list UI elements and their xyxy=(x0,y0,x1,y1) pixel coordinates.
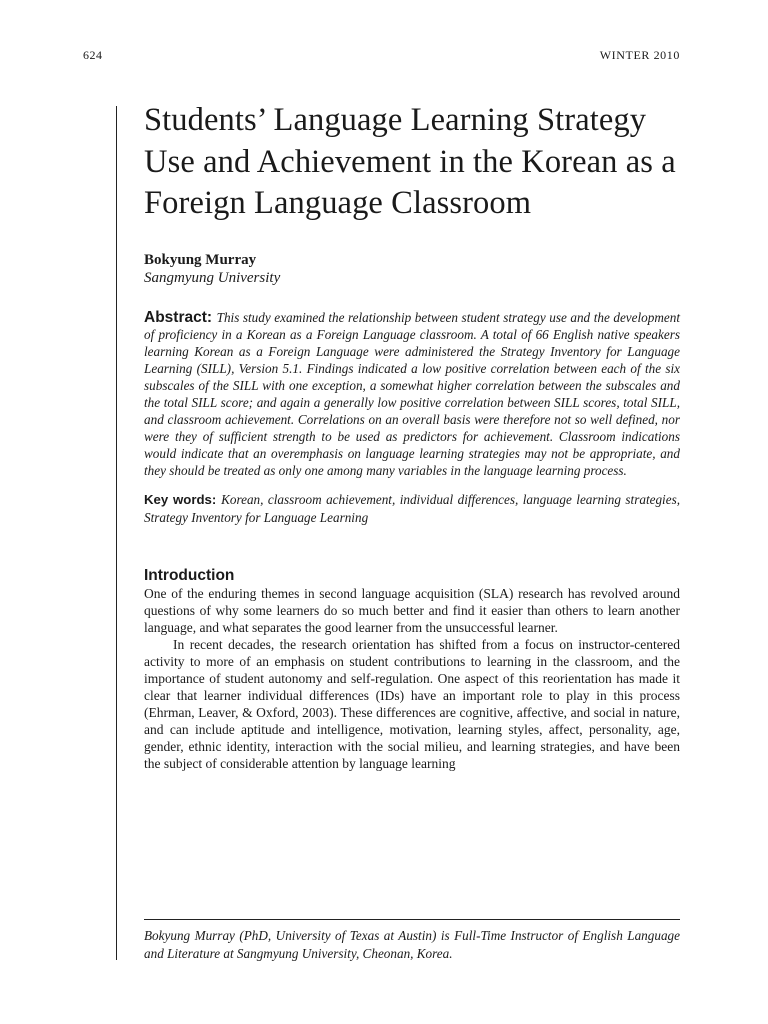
intro-paragraph: In recent decades, the research orientation has shifted from a focus on instructor-centered activity to more of an emphasis on student contributions to learning in the classroom, and the importance of student autonomy and self-regulation. One aspect of this reorientation has made it clear that learner individual differences (IDs) have an important role to play in this process (Ehrman, Leaver, & Oxford, 2003). These differences are cognitive, affective, and social in nature, and can include aptitude and intelligence, motivation, learning styles, affect, personality, age, gender, ethnic identity, interaction with the social milieu, and learning strategies, and have been the subject of considerable attention by language learning xyxy=(144,637,680,772)
running-head: WINTER 2010 xyxy=(599,48,680,62)
margin-rule xyxy=(116,106,117,960)
abstract xyxy=(144,309,680,480)
keywords-label: Key words: xyxy=(144,492,222,508)
keywords-text: Korean, classroom achievement, individual differences, language learning strategies, Strategy Inventory for Language Learning xyxy=(144,492,681,526)
abstract-label: Abstract: xyxy=(144,308,217,326)
footnote-rule xyxy=(144,919,680,920)
article-title: Students’ Language Learning Strategy Use and Achievement in the Korean as a Foreign Language Classroom xyxy=(144,102,676,221)
intro-paragraph: One of the enduring themes in second language acquisition (SLA) research has revolved around questions of why some learners do so much better and find it easier than others to learn another language, and what separates the good learner from the unsuccessful learner. xyxy=(144,586,680,636)
article-body xyxy=(144,100,680,772)
introduction-heading: Introduction xyxy=(144,567,235,585)
page-number: 624 xyxy=(83,48,103,62)
author-name: Bokyung Murray xyxy=(144,251,257,268)
author-block xyxy=(144,251,680,287)
author-affiliation: Sangmyung University xyxy=(144,269,281,286)
keywords xyxy=(144,491,680,527)
introduction-text xyxy=(144,585,680,772)
abstract-text: This study examined the relationship between student strategy use and the development of proficiency in a Korean as a Foreign Language classroom. A total of 66 English native speakers learning Korean as a Foreign Language were administered the Strategy Inventory for Language Learning (SILL), Version 5.1. Findings indicated a low positive correlation between each of the six subscales of the SILL with one exception, a somewhat higher correlation between the subscales and the total SILL score; and again a generally low positive correlation between SILL scores, total SILL, and classroom achievement. Correlations on an overall basis were therefore not so well defined, nor were they of sufficient strength to be used as predictors for achievement. Classroom indications would indicate that an overemphasis on language learning strategies may not be appropriate, and they should be treated as only one among many variables in the language learning process. xyxy=(144,309,680,479)
author-footnote: Bokyung Murray (PhD, University of Texas at Austin) is Full-Time Instructor of English Language and Literature at Sangmyung University, Cheonan, Korea. xyxy=(144,928,680,961)
